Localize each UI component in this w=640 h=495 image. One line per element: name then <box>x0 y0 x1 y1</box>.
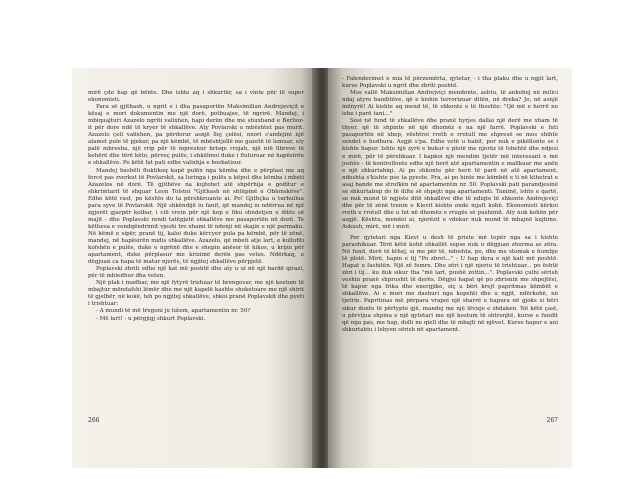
page-number-left: 266 <box>88 417 100 424</box>
dialog-line: - A mundi të më tregoni ju lutem, apartamentin nr. 50? <box>96 308 251 315</box>
paragraph: Mos vallë Maksimilian Andrejviçi mendonte, ashtu, të ankohej në milici ndaj atyre banditëve, që e kishin terrorizuar ditën, në dreka? Jo, në asnjë mënyrë! Ai kishte aq mend të, të shkonte e të thoshte: "Që më e herrë ne ishe i parë tani..." <box>342 90 558 118</box>
paragraph: mirë çdo hap që bënte. Dhe ishte aq i shkurtër, sa i vinte për të super ekonomisti. <box>88 90 304 104</box>
paragraph: Mandej bashëli fluktikoq kapë pulën nga këmba dhe e përplasi me aq forcë pas zverkut të Povlarskit, sa luringa i pulës u këput dhe këmba i mbeti Azazelos në dorë. Të gjithëve na kujtohet atë shpërhija e goditur e shkrimtarit të shquar Leon Tolstoi "Gjithash në shtëpinë e Oblonskëve". Edhe këtë rast, po kështo do ta përshkruante ai. Po! Gjithçka u turbullua para syve të Povlarskit. Një shkëndijë iu fanit, që mandej iu ndërrua në një zgjerët gjarpër kolbar, i cili vrein për një hop e fiku shndetjen e ditës së majit - dhe Poplavski rendi tatëpjetë shkallëve me pasaportën në dorë. Te këthesa e vendqëndrimit vjeshi tre xhami të ndenji në skajin e një parmaku. Në këmë e sipër, pranë tij, kaloi duke kërcyer pula pa këmbë, për të zënë, mandej, në hapësirën midis shkallëve. Azazelo, që mbeti atje lart, e kullufiti kofshën e pulës, duke e ngrënë dhe e shepin anësor të kikos, u krijoi për apartament, duke përplasur me krizimë derën pas vetes. Ndërkaq, u dëgjuan ca hapa të matur njerës, të ngjitej shkallëve përpjetë. <box>88 167 304 266</box>
open-book <box>72 68 572 468</box>
right-page <box>328 68 572 468</box>
paragraph: Por qytetari nga Kievi u desh të priste më tepër nga sa i kishte parashikuar. Tërë këtë kohë shkallët sepse nuk u dëgjuan zhurma as zëra. Në fund, derë të kthej, si me për të, ndoshta, po, dhe me stomak e humbje të plotë. Mirë, hapin e tij "Po zbret..." - U hap dera e një kati më poshtë. Hapat u fashitën. Një zë femre. Dhe zëri i një njeriu të trishtuar... po është zëri i tij... ku duk sikur tha "më lart, pushë zottin...". Poplavski çulhi sërish veshin pranë shprushit të derës. Dëgjoi hapat që po zbrisnin me shpejtësi, të kapur nga frika dhe energjike, siç u bëri krejt papritmas këmbët e shkallëve. Ai e mori me dashuri nga kopshti dhe u ngjit, ndërkohë, në tjetrin. Papritmas më përpara vrapoi një sharrë e hapura në gjoks si bëri sikur donte të përtypte gjë, mandej me një lëvizje e zhdaken. Në këtë çast, u përvijua shpina e një qytetari me një kostum të shtrenjtë, kurse e fundit që nga pas, me hap, dolli ne qiell dhe të mbajti në njëvet. Kurse hapur e ani shkurtabiu i lebyen sërish në apartament. <box>342 235 558 333</box>
right-page-text <box>342 76 558 334</box>
dialog-line: - Më lart! - u përgjigj shkurt Poplavski. <box>96 315 206 322</box>
paragraph: Sosi në fund të shkallëve dhe pranë hyrjes dallai një derë me xham të thyer, që të shpinte në një dhomëz e na një farrë. Poplavski e futi pasaportën në xhep, vështroi rreth e rrotull me shpresë se mos shihte sendet e hedhura. Asgjë s'pa. Edhe vetë u habit, por nuk e pikëllonte se i kishte hapur. Ishte një zyrë e bukur e plotë me njerëz të fshehtë dhe ndjesi e mirë, për të përshkuar. I kapkoi një mendim tjetër më interesant e më joshës - të kontrollonte edhe një herë atë apartamentin e mallkuar me anën e një shkurtabiqi. Ai po shkonte për herë të parë në atë apartament, ndoshta s'kishte pse ta pyeste. Pra, ai po hinte me këmbët e ti në kthetrat e asaj bande me strofkën në apartamentin nr. 50. Poplavski pati parandjesinë se shkurtabiqi do të dilte së shpejti nga apartamenti. Tanimë, ishte e qartë, se nuk mund të ngjiste ditë shkallëve dhe të ndiqte të shkonte Andrejeviçi dhe për të zënë trenin e Kievit kishte ende mjaft kohë. Ekonomisti kërkoi rreth e rrotull dhe u fut në dhomëz e rrugës së pushimit. Aty nuk kohën për asgjë. Kështu, mendoi ai, njerëzit e vdekur nuk mund të mbajnë kujtime. Askush, mirë, më i mirë. <box>342 118 558 230</box>
paragraph: Poplavski zbriti edhe një kat më poshtë dhe aty u ul në një bardë qirazi, për të mbledhur dha veten. <box>88 266 304 280</box>
left-page-text <box>88 90 304 323</box>
paragraph: Një plak i madhar, me një fytyrë trishuar të brengosur, me një kostum të mbajtur mëndafshi lëmër dhe me një kapelë kashte shoketoare me një shirit të gjelbër, në kokë, teh po ngjitej shkallëve, shkoi pranë Poplavskit dhe pyeti i trishtuar: <box>88 280 304 308</box>
paragraph: Para së gjithash, u ngrit e i dha pasaportën Maksimilian Andrejeviçit e kësaj e mori dokumentin me një dorë, pothuajse, të ngrirë. Mandej, i mbiquajturi Azazelo ngriti valixhen, hapi derën dhe me shuxhand e Berlioz-it për dore ndë të kryer të shkallëve. Aty Povlarski u mbështet pas murit. Azazelo çeli valixhen, pa përdorur asnjë lloj çelësi, nxori s'andejmi një alamet pule të pjekur, pa një këmbë, të mbështjellë me gazetë të lemuar, ely palë mbresha, një rrip për të mpreshur brisqe rrojah, një ntë libreve të kehërë dhe tërë këto, përveç pulës, i shkëlmoi duke i fluturuar në hapësirën e shkallëve. Po këtë fat pati edhe valixhja e bosbatisur. <box>88 104 304 167</box>
left-page <box>72 68 316 468</box>
dialog-line: - Falenderimet e mia të përzemërta, qytetar, - i tha plaku dhe u ngjit lart, kurse Poplavski u ngrit dhe zbriti poshtë. <box>342 76 558 90</box>
page-number-right: 267 <box>546 417 558 424</box>
